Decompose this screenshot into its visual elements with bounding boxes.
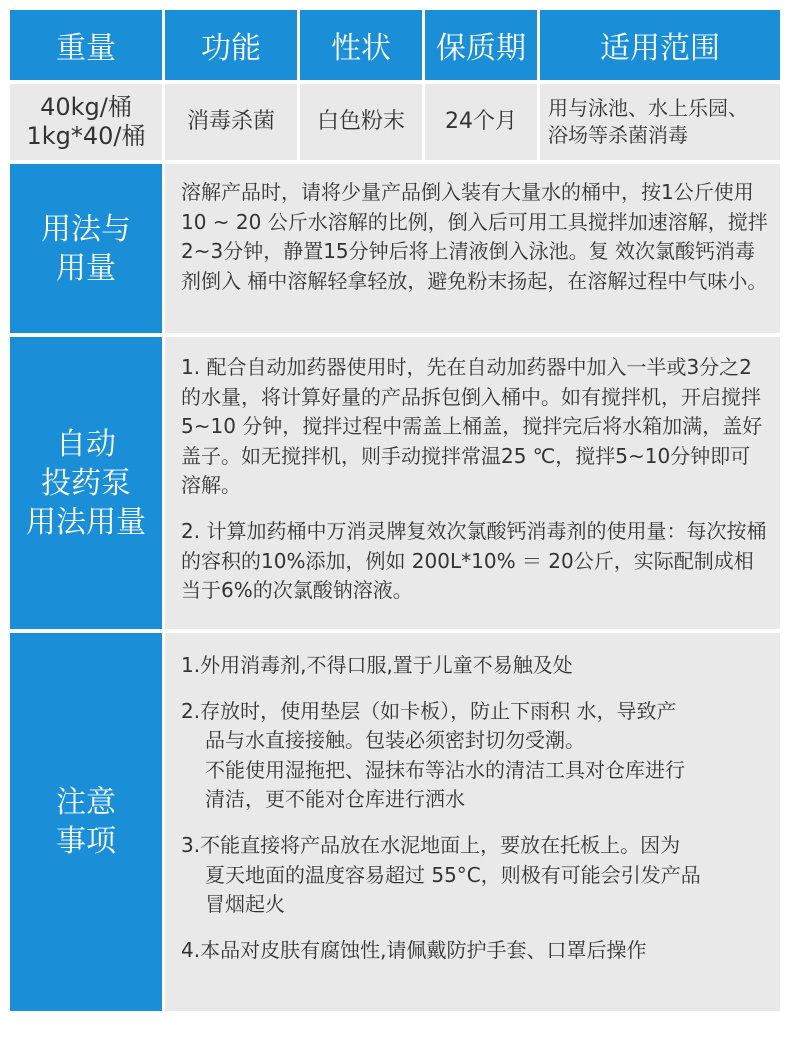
value-weight-line1: 40kg/桶 [40, 93, 132, 122]
notes-body [165, 633, 780, 1011]
pump-label-line3: 用法用量 [26, 504, 146, 540]
pump-section [10, 337, 780, 633]
note-item-2b: 品与水直接接触。包装必须密封切勿受潮。 [205, 728, 585, 753]
pump-body [165, 337, 780, 629]
note-item-2a: 2.存放时，使用垫层（如卡板），防止下雨积 水，导致产 [181, 698, 677, 723]
note-item-2c: 不能使用湿拖把、湿抹布等沾水的清洁工具对仓库进行 [205, 757, 685, 782]
spec-values-row [10, 84, 780, 164]
note-item-3b: 夏天地面的温度容易超过 55°C，则极有可能会引发产品 [205, 862, 701, 887]
usage-label-line1: 用法与 [41, 211, 131, 247]
value-scope-line2: 浴场等杀菌消毒 [548, 123, 688, 147]
header-shelf-life: 保质期 [425, 10, 540, 80]
header-weight: 重量 [10, 10, 165, 80]
note-item-2d: 清洁，更不能对仓库进行洒水 [205, 787, 465, 812]
notes-label-line1: 注意 [56, 785, 116, 820]
pump-label-line2: 投药泵 [41, 465, 131, 501]
header-function: 功能 [165, 10, 300, 80]
value-property: 白色粉末 [300, 84, 425, 160]
note-item-1: 1.外用消毒剂,不得口服,置于儿童不易触及处 [181, 653, 573, 677]
notes-label-line2: 事项 [56, 824, 116, 859]
notes-section [10, 633, 780, 1011]
note-item-3c: 冒烟起火 [205, 892, 285, 917]
note-item-3a: 3.不能直接将产品放在水泥地面上，要放在托板上。因为 [181, 832, 681, 857]
value-weight [10, 84, 165, 160]
pump-label-line1: 自动 [56, 426, 116, 462]
spec-header-row [10, 10, 780, 84]
pump-label [10, 337, 165, 629]
notes-label [10, 633, 165, 1011]
pump-para-2: 2. 计算加药桶中万消灵牌复效次氯酸钙消毒剂的使用量：每次按桶的容积的10%添加，例如 200L*10% ＝ 20公斤，实际配制成相当于6%的次氯酸钠溶液。 [181, 518, 767, 603]
value-function: 消毒杀菌 [165, 84, 300, 160]
header-scope: 适用范围 [540, 10, 780, 80]
value-scope-line1: 用与泳池、水上乐园、 [548, 96, 748, 120]
value-scope [540, 84, 780, 160]
usage-label-line2: 用量 [56, 250, 116, 286]
pump-para-1: 1. 配合自动加药器使用时，先在自动加药器中加入一半或3分之2的水量，将计算好量的产品拆包倒入桶中。如有搅拌机，开启搅拌5~10 分钟，搅拌过程中需盖上桶盖，搅拌完后将水箱加满，盖好盖子。如无搅拌机，则手动搅拌常温25 ℃，搅拌5~10分钟即可溶解。 [181, 355, 763, 498]
usage-section [10, 164, 780, 337]
header-property: 性状 [300, 10, 425, 80]
usage-text: 溶解产品时，请将少量产品倒入装有大量水的桶中，按1公斤使用 10 ~ 20 公斤水溶解的比例，倒入后可用工具搅拌加速溶解，搅拌2~3分钟，静置15分钟后将上清液倒入泳池。复 效次氯酸钙消毒剂倒入 桶中溶解轻拿轻放，避免粉末扬起，在溶解过程中气味小。 [181, 180, 768, 293]
usage-label [10, 164, 165, 333]
usage-body [165, 164, 780, 333]
note-item-4: 4.本品对皮肤有腐蚀性,请佩戴防护手套、口罩后操作 [181, 937, 647, 962]
value-shelf-life: 24个月 [425, 84, 540, 160]
value-weight-line2: 1kg*40/桶 [26, 122, 146, 150]
product-spec-sheet [10, 10, 780, 1011]
